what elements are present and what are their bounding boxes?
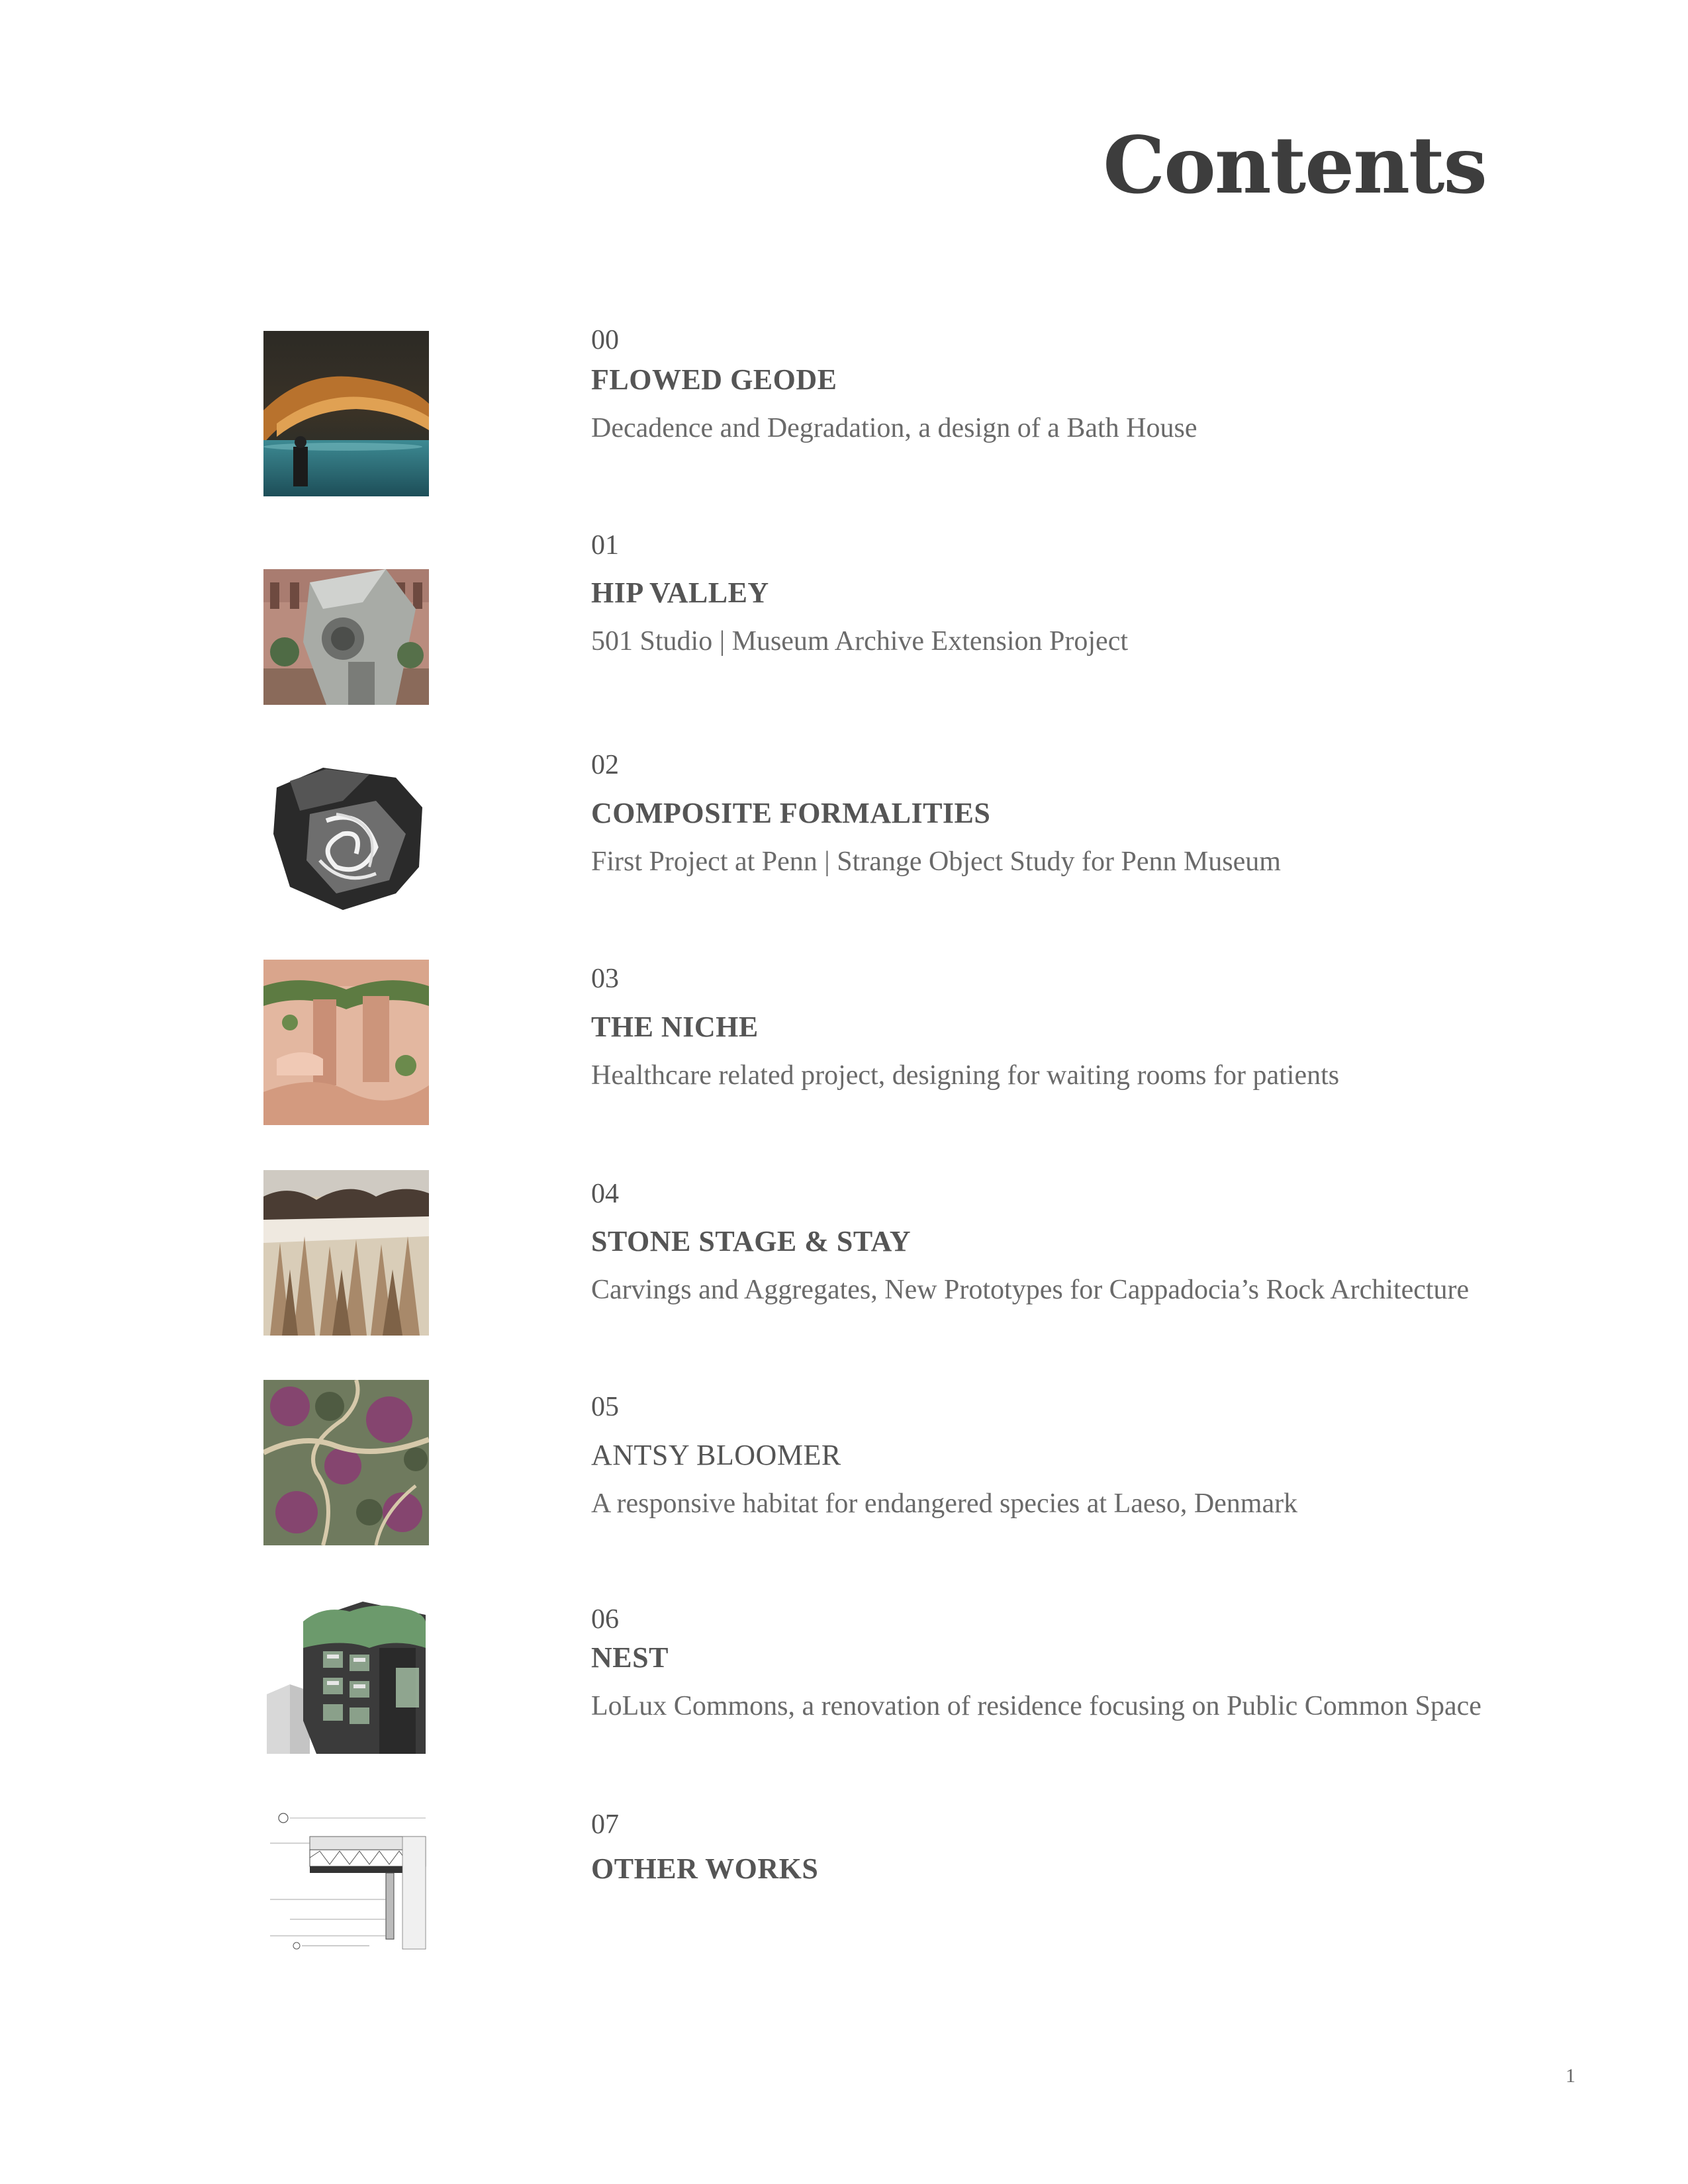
entry-description: A responsive habitat for endangered species at Laeso, Denmark bbox=[591, 1488, 1298, 1519]
entry-description: 501 Studio | Museum Archive Extension Project bbox=[591, 626, 1129, 657]
thumbnail-residence-axonometric bbox=[263, 1602, 429, 1754]
thumbnail-rock-architecture bbox=[263, 1170, 429, 1336]
entry-title: THE NICHE bbox=[591, 1011, 759, 1043]
entry-title: NEST bbox=[591, 1641, 669, 1674]
thumbnail-waiting-room bbox=[263, 960, 429, 1125]
thumbnail-bath-house bbox=[263, 331, 429, 496]
thumbnail-museum-extension bbox=[263, 569, 429, 705]
entry-number: 06 bbox=[591, 1604, 619, 1635]
entry-number: 02 bbox=[591, 750, 619, 780]
entry-description: Carvings and Aggregates, New Prototypes for Cappadocia’s Rock Architecture bbox=[591, 1275, 1470, 1305]
entry-title: STONE STAGE & STAY bbox=[591, 1225, 911, 1257]
thumbnail-habitat-plan bbox=[263, 1380, 429, 1545]
page-number: 1 bbox=[1566, 2065, 1575, 2087]
page-title: Contents bbox=[1103, 119, 1486, 211]
entry-title: ANTSY BLOOMER bbox=[591, 1439, 841, 1471]
thumbnail-wall-section bbox=[263, 1810, 429, 1952]
entry-number: 04 bbox=[591, 1179, 619, 1209]
entry-number: 03 bbox=[591, 964, 619, 994]
entry-title: HIP VALLEY bbox=[591, 576, 769, 609]
entry-description: Decadence and Degradation, a design of a Bath House bbox=[591, 413, 1197, 443]
entry-number: 07 bbox=[591, 1809, 619, 1840]
thumbnail-strange-object bbox=[263, 761, 429, 920]
entry-description: Healthcare related project, designing for waiting rooms for patients bbox=[591, 1060, 1340, 1091]
entry-title: FLOWED GEODE bbox=[591, 363, 837, 396]
entry-title: COMPOSITE FORMALITIES bbox=[591, 797, 991, 829]
entry-title: OTHER WORKS bbox=[591, 1852, 819, 1885]
entry-number: 01 bbox=[591, 530, 619, 561]
entry-description: LoLux Commons, a renovation of residence focusing on Public Common Space bbox=[591, 1691, 1481, 1721]
entry-number: 05 bbox=[591, 1392, 619, 1422]
entry-number: 00 bbox=[591, 325, 619, 355]
entry-description: First Project at Penn | Strange Object Study for Penn Museum bbox=[591, 846, 1281, 877]
